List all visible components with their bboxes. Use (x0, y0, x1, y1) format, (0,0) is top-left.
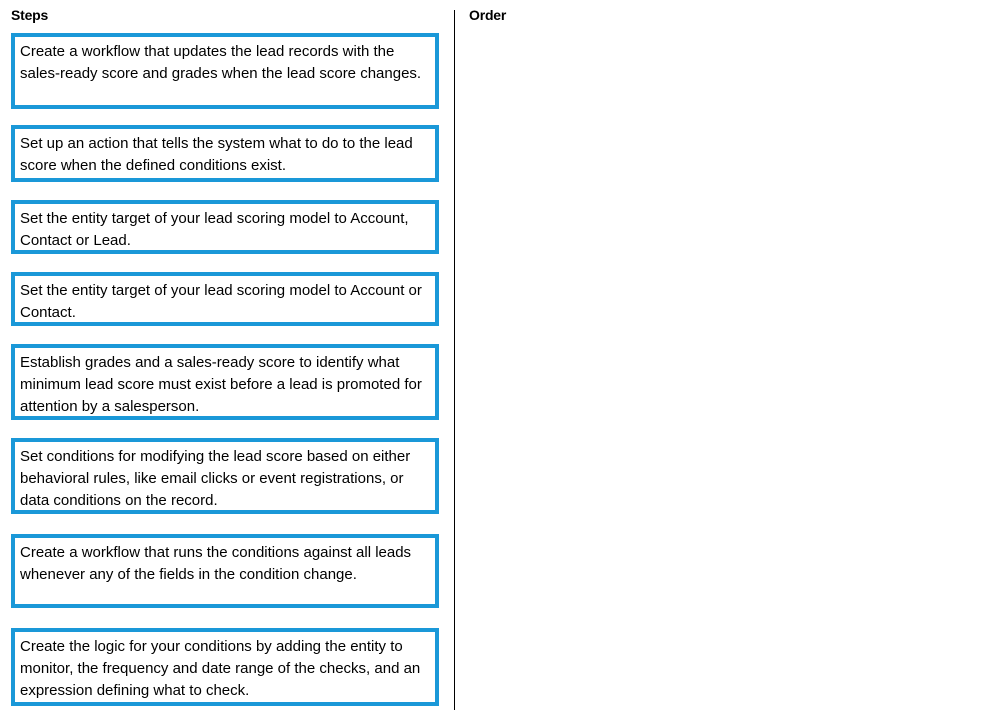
step-text: Set the entity target of your lead scoring model to Account or Contact. (20, 282, 422, 321)
step-card-setup-action[interactable] (11, 125, 439, 182)
steps-column-header: Steps (11, 7, 49, 23)
step-text: Establish grades and a sales-ready score to identify what minimum lead score must exist before a lead is promoted for attention by a salesperson. (20, 354, 422, 415)
step-card-set-conditions[interactable] (11, 438, 439, 514)
step-card-workflow-run-conditions[interactable] (11, 534, 439, 608)
step-text: Create the logic for your conditions by adding the entity to monitor, the frequency and date range of the checks, and an expression defining what to check. (20, 638, 421, 699)
step-text: Set the entity target of your lead scoring model to Account, Contact or Lead. (20, 210, 409, 249)
column-divider (454, 10, 455, 710)
step-card-establish-grades[interactable] (11, 344, 439, 420)
step-text: Set conditions for modifying the lead score based on either behavioral rules, like email clicks or event registrations, or data conditions on the record. (20, 448, 411, 509)
step-card-entity-target-account-contact-lead[interactable] (11, 200, 439, 254)
step-text: Set up an action that tells the system what to do to the lead score when the defined conditions exist. (20, 135, 413, 174)
order-column-header: Order (469, 7, 507, 23)
step-card-workflow-update-records[interactable] (11, 33, 439, 109)
step-card-create-logic[interactable] (11, 628, 439, 706)
step-text: Create a workflow that runs the conditions against all leads whenever any of the fields in the condition change. (20, 544, 412, 583)
step-text: Create a workflow that updates the lead records with the sales-ready score and grades when the lead score changes. (20, 43, 422, 82)
step-card-entity-target-account-contact[interactable] (11, 272, 439, 326)
